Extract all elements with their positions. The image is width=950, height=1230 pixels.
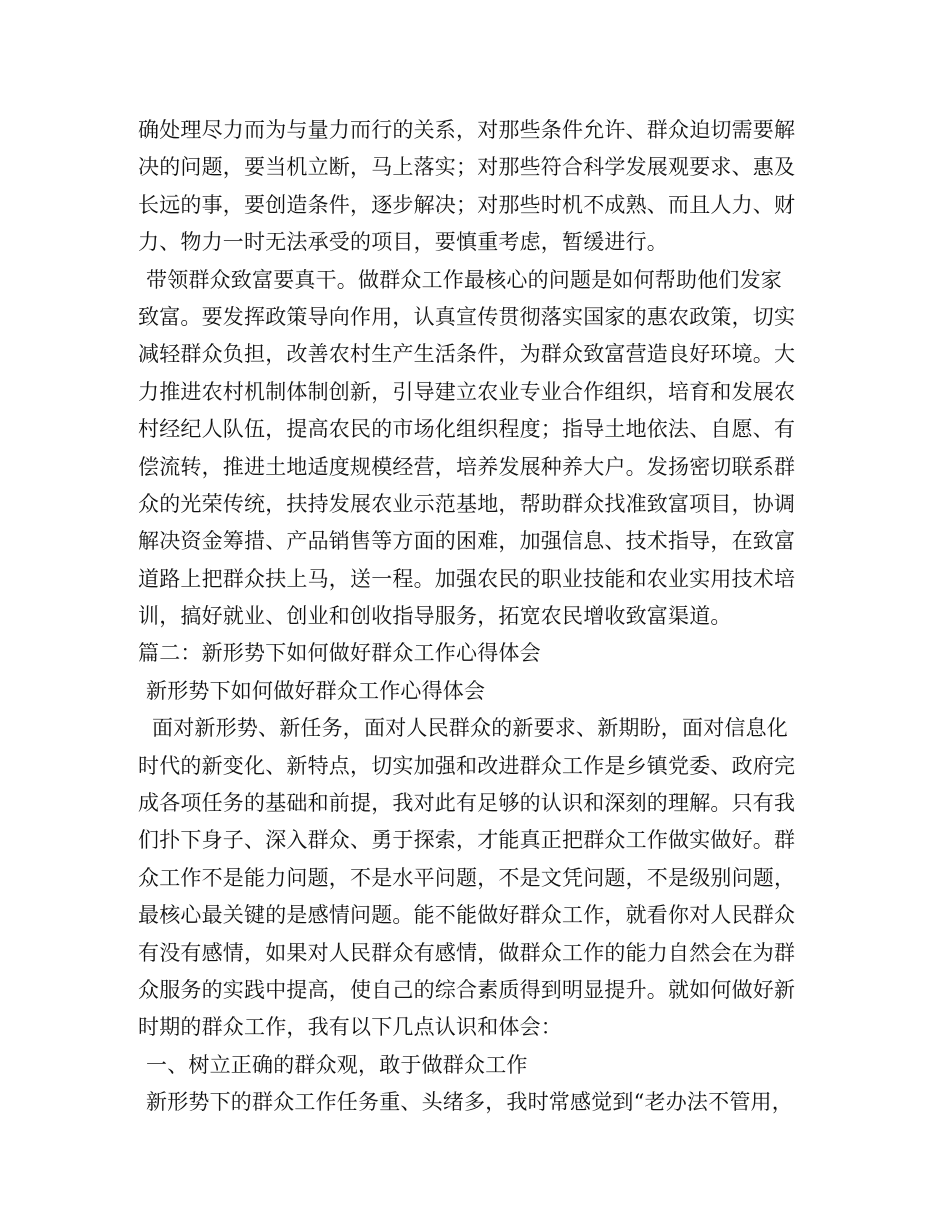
text-line: 力、物力一时无法承受的项目，要慎重考虑，暂缓进行。 <box>138 230 668 255</box>
text-line: 长远的事，要创造条件，逐步解决；对那些时机不成熟、而且人力、财 <box>138 192 796 217</box>
text-line: 致富。要发挥政策导向作用，认真宣传贯彻落实国家的惠农政策，切实 <box>138 304 796 329</box>
text-line: 决的问题，要当机立断，马上落实；对那些符合科学发展观要求、惠及 <box>138 155 796 180</box>
text-line: 们扑下身子、深入群众、勇于探索，才能真正把群众工作做实做好。群 <box>138 828 796 853</box>
text-line: 时代的新变化、新特点，切实加强和改进群众工作是乡镇党委、政府完 <box>138 753 796 778</box>
text-line: 偿流转，推进土地适度规模经营，培养发展种养大户。发扬密切联系群 <box>138 454 796 479</box>
paragraph-start-line: 带领群众致富要真干。做群众工作最核心的问题是如何帮助他们发家 <box>146 267 782 292</box>
text-line: 成各项任务的基础和前提，我对此有足够的认识和深刻的理解。只有我 <box>138 791 796 816</box>
text-line: 众服务的实践中提高，使自己的综合素质得到明显提升。就如何做好新 <box>138 977 796 1002</box>
article-title: 新形势下如何做好群众工作心得体会 <box>146 678 486 703</box>
text-line: 道路上把群众扶上马，送一程。加强农民的职业技能和农业实用技术培 <box>138 566 796 591</box>
text-line: 力推进农村机制体制创新，引导建立农业专业合作组织，培育和发展农 <box>138 379 796 404</box>
text-line: 最核心最关键的是感情问题。能不能做好群众工作，就看你对人民群众 <box>138 903 796 928</box>
text-line: 有没有感情，如果对人民群众有感情，做群众工作的能力自然会在为群 <box>138 940 796 965</box>
text-line: 确处理尽力而为与量力而行的关系，对那些条件允许、群众迫切需要解 <box>138 118 796 142</box>
text-line: 众的光荣传统，扶持发展农业示范基地，帮助群众找准致富项目，协调 <box>138 491 796 516</box>
section-heading: 篇二：新形势下如何做好群众工作心得体会 <box>138 641 541 666</box>
text-line: 减轻群众负担，改善农村生产生活条件，为群众致富营造良好环境。大 <box>138 342 796 367</box>
subsection-heading: 一、树立正确的群众观，敢于做群众工作 <box>146 1052 528 1077</box>
text-line: 时期的群众工作，我有以下几点认识和体会： <box>138 1015 562 1040</box>
text-line: 众工作不是能力问题，不是水平问题，不是文凭问题，不是级别问题， <box>138 865 796 890</box>
paragraph-start-line: 新形势下的群众工作任务重、头绪多，我时常感觉到“老办法不管用， <box>146 1090 793 1115</box>
text-line: 解决资金筹措、产品销售等方面的困难，加强信息、技术指导，在致富 <box>138 529 796 554</box>
document-page <box>138 112 816 1122</box>
paragraph-start-line: 面对新形势、新任务，面对人民群众的新要求、新期盼，面对信息化 <box>152 716 788 741</box>
text-line: 村经纪人队伍，提高农民的市场化组织程度；指导土地依法、自愿、有 <box>138 417 796 442</box>
text-line: 训，搞好就业、创业和创收指导服务，拓宽农民增收致富渠道。 <box>138 604 732 629</box>
